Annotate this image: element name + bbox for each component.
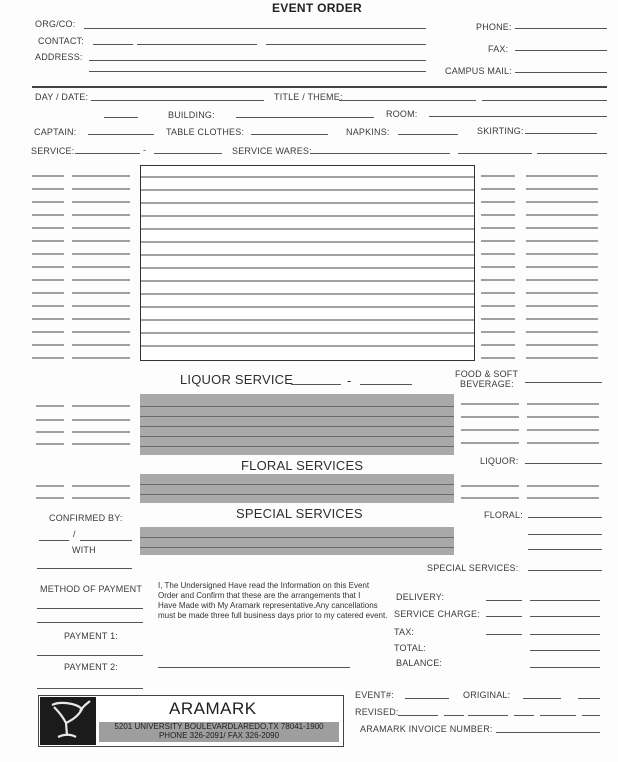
method-field-b[interactable] bbox=[37, 622, 143, 623]
confirmed-slash: / bbox=[73, 529, 76, 539]
menu-grid-box[interactable] bbox=[140, 165, 475, 361]
tax-field-a[interactable] bbox=[486, 634, 522, 635]
liquor-dash: - bbox=[347, 373, 352, 388]
special-line-a[interactable] bbox=[528, 534, 602, 535]
title-theme-field-b[interactable] bbox=[482, 100, 607, 101]
disclaimer-line-3: Have Made with My Aramark representative.Any cancellations bbox=[158, 601, 378, 610]
liquor-time-a[interactable] bbox=[291, 384, 341, 385]
address-label: ADDRESS: bbox=[35, 52, 83, 62]
address-field-2[interactable] bbox=[89, 71, 426, 72]
revised-label: REVISED: bbox=[355, 707, 399, 717]
confirmed-by-label: CONFIRMED BY: bbox=[49, 513, 123, 523]
revised-field-e[interactable] bbox=[540, 715, 576, 716]
revised-field-d[interactable] bbox=[514, 715, 534, 716]
service-charge-field-b[interactable] bbox=[530, 616, 600, 617]
aramark-address: 5201 UNIVERSITY BOULEVARDLAREDO,TX 78041-1900 bbox=[114, 722, 324, 731]
service-field-b[interactable] bbox=[154, 153, 222, 154]
delivery-field-b[interactable] bbox=[530, 600, 600, 601]
contact-field-c[interactable] bbox=[266, 44, 426, 45]
confirmed-field-b[interactable] bbox=[80, 540, 132, 541]
original-field-b[interactable] bbox=[578, 698, 600, 699]
special-services-field[interactable] bbox=[528, 570, 602, 571]
napkins-label: NAPKINS: bbox=[346, 127, 390, 137]
aramark-logo-box bbox=[38, 695, 344, 747]
total-field[interactable] bbox=[530, 650, 600, 651]
org-field[interactable] bbox=[84, 28, 426, 29]
service-label: SERVICE: bbox=[31, 146, 75, 156]
aramark-address-block bbox=[99, 722, 339, 742]
balance-label: BALANCE: bbox=[396, 658, 443, 668]
floral-label: FLORAL: bbox=[484, 510, 523, 520]
service-wares-field-a[interactable] bbox=[310, 153, 450, 154]
payment2-field[interactable] bbox=[37, 688, 143, 689]
special-shaded-area[interactable] bbox=[140, 527, 454, 555]
phone-field[interactable] bbox=[515, 28, 607, 29]
revised-field-b[interactable] bbox=[444, 715, 464, 716]
service-charge-field-a[interactable] bbox=[486, 616, 522, 617]
revised-field-c[interactable] bbox=[468, 715, 508, 716]
floral-services-heading: FLORAL SERVICES bbox=[241, 458, 364, 473]
method-field-a[interactable] bbox=[37, 608, 143, 609]
fax-field[interactable] bbox=[515, 50, 607, 51]
table-clothes-field[interactable] bbox=[251, 134, 328, 135]
day-date-field[interactable] bbox=[91, 100, 264, 101]
room-label: ROOM: bbox=[386, 109, 418, 119]
building-field[interactable] bbox=[236, 117, 374, 118]
building-label: BUILDING: bbox=[168, 110, 215, 120]
customer-signature-line[interactable] bbox=[158, 667, 350, 668]
tax-field-b[interactable] bbox=[530, 634, 600, 635]
disclaimer-line-4: must be made three full business days prior to my catered event. bbox=[158, 611, 388, 620]
floral-right-lines bbox=[457, 478, 603, 502]
balance-field[interactable] bbox=[530, 667, 600, 668]
payment1-label: PAYMENT 1: bbox=[64, 631, 119, 641]
floral-total-field[interactable] bbox=[528, 517, 602, 518]
revised-field-f[interactable] bbox=[582, 715, 600, 716]
captain-field[interactable] bbox=[88, 134, 154, 135]
liquor-label: LIQUOR: bbox=[480, 456, 519, 466]
invoice-number-field[interactable] bbox=[496, 732, 600, 733]
liquor-total-field[interactable] bbox=[525, 463, 602, 464]
aramark-glass-icon bbox=[40, 697, 96, 745]
org-label: ORG/CO: bbox=[35, 19, 76, 29]
service-wares-field-c[interactable] bbox=[537, 153, 607, 154]
food-soft-label-1: FOOD & SOFT bbox=[455, 369, 519, 379]
service-wares-field-b[interactable] bbox=[458, 153, 532, 154]
captain-label: CAPTAIN: bbox=[34, 127, 77, 137]
aramark-brand: ARAMARK bbox=[169, 699, 257, 718]
delivery-field-a[interactable] bbox=[486, 600, 522, 601]
menu-grid-lines bbox=[141, 166, 474, 360]
aramark-phone: PHONE 326-2091/ FAX 326-2090 bbox=[158, 731, 280, 740]
day-date-label: DAY / DATE: bbox=[35, 92, 89, 102]
liquor-left-lines bbox=[32, 398, 136, 450]
skirting-field[interactable] bbox=[525, 133, 597, 134]
total-label: TOTAL: bbox=[394, 643, 426, 653]
liquor-service-heading: LIQUOR SERVICE bbox=[180, 372, 294, 387]
service-wares-label: SERVICE WARES: bbox=[232, 146, 312, 156]
contact-field-a[interactable] bbox=[93, 44, 133, 45]
delivery-label: DELIVERY: bbox=[396, 592, 445, 602]
event-number-field[interactable] bbox=[405, 698, 449, 699]
with-label: WITH bbox=[72, 545, 96, 555]
campus-mail-field[interactable] bbox=[515, 72, 607, 73]
room-field[interactable] bbox=[429, 116, 607, 117]
special-services-heading: SPECIAL SERVICES bbox=[236, 506, 363, 521]
confirmed-field-a[interactable] bbox=[39, 540, 69, 541]
service-field-a[interactable] bbox=[75, 153, 140, 154]
revised-field-a[interactable] bbox=[398, 715, 438, 716]
service-dash: - bbox=[143, 145, 147, 155]
contact-label: CONTACT: bbox=[38, 36, 84, 46]
payment2-label: PAYMENT 2: bbox=[64, 662, 119, 672]
campus-mail-label: CAMPUS MAIL: bbox=[445, 66, 512, 76]
service-charge-label: SERVICE CHARGE: bbox=[394, 609, 480, 619]
title-theme-label: TITLE / THEME: bbox=[274, 92, 343, 102]
section-divider bbox=[32, 86, 607, 88]
skirting-label: SKIRTING: bbox=[477, 126, 524, 136]
address-field-1[interactable] bbox=[89, 60, 426, 61]
building-pre-field[interactable] bbox=[104, 117, 138, 118]
confirmed-signature[interactable] bbox=[37, 568, 132, 569]
special-line-b[interactable] bbox=[528, 549, 602, 550]
disclaimer-line-2: Order and Confirm that these are the arrangements that I bbox=[158, 591, 361, 600]
contact-field-b[interactable] bbox=[137, 44, 257, 45]
special-services-label: SPECIAL SERVICES: bbox=[427, 563, 519, 573]
food-soft-label-2: BEVERAGE: bbox=[460, 379, 514, 389]
disclaimer-line-1: I, The Undersigned Have read the Information on this Event bbox=[158, 581, 370, 590]
table-clothes-label: TABLE CLOTHES: bbox=[166, 127, 245, 137]
tax-label: TAX: bbox=[394, 627, 415, 637]
title-theme-field-a[interactable] bbox=[339, 100, 476, 101]
invoice-number-label: ARAMARK INVOICE NUMBER: bbox=[360, 724, 493, 734]
payment1-field[interactable] bbox=[37, 655, 143, 656]
original-field-a[interactable] bbox=[523, 698, 561, 699]
floral-left-lines bbox=[32, 478, 136, 502]
original-label: ORIGINAL: bbox=[463, 690, 511, 700]
right-price-lines bbox=[478, 170, 602, 362]
left-time-lines bbox=[28, 170, 134, 362]
event-number-label: EVENT#: bbox=[355, 690, 394, 700]
method-of-payment-label: METHOD OF PAYMENT bbox=[40, 584, 143, 594]
liquor-shaded-area[interactable] bbox=[140, 394, 454, 455]
liquor-right-lines bbox=[457, 398, 603, 450]
fax-label: FAX: bbox=[488, 44, 509, 54]
floral-shaded-area[interactable] bbox=[140, 474, 454, 503]
food-soft-field[interactable] bbox=[525, 382, 602, 383]
napkins-field[interactable] bbox=[398, 134, 458, 135]
phone-label: PHONE: bbox=[476, 22, 512, 32]
form-title: EVENT ORDER bbox=[272, 1, 362, 15]
liquor-time-b[interactable] bbox=[360, 384, 412, 385]
